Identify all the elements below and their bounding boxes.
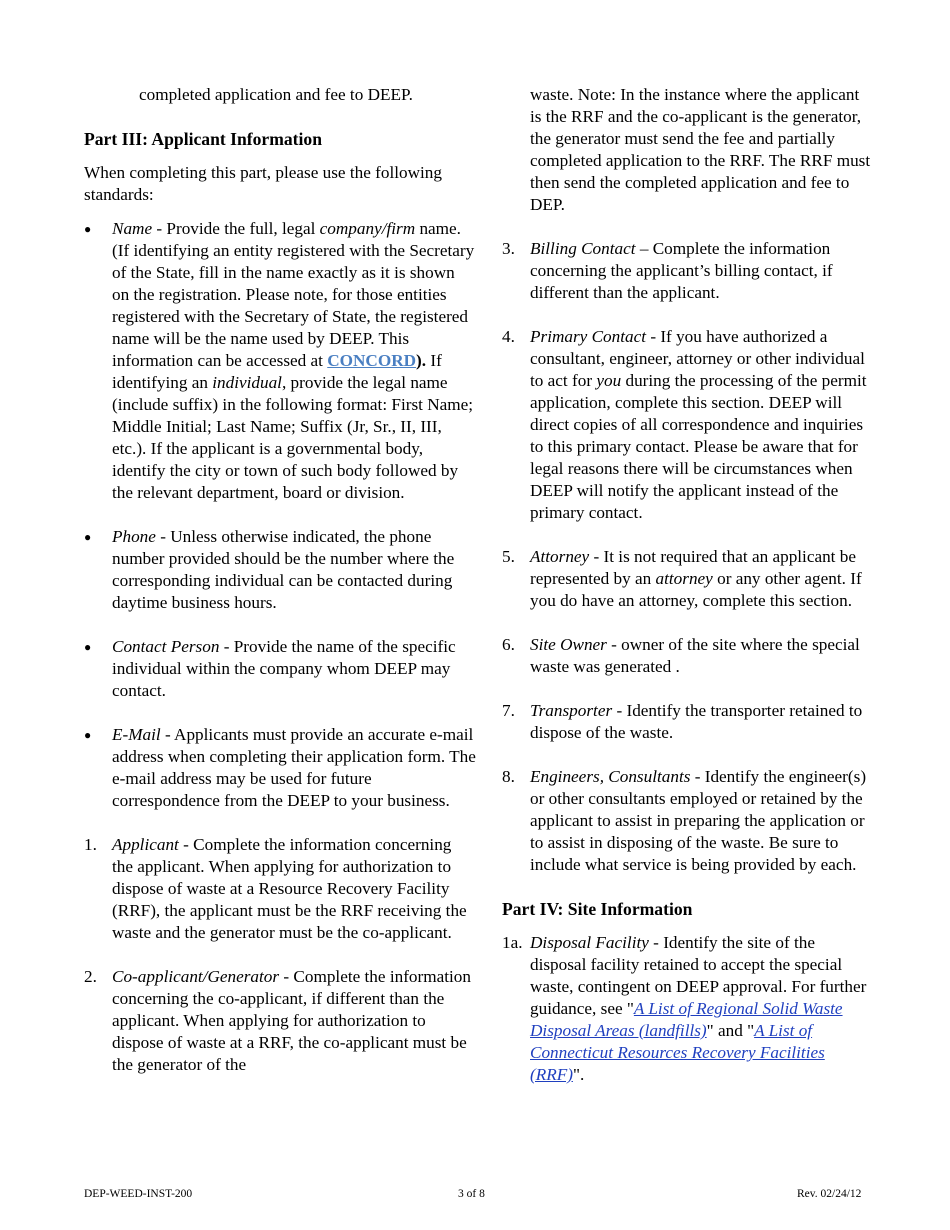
bullet-icon: ● [84,530,92,544]
part4-heading: Part IV: Site Information [502,899,693,919]
item-number: 6. [502,635,515,654]
item-number: 3. [502,239,515,258]
bullet-item-email: ● E-Mail - Applicants must provide an accurate e-mail address when completing their application form. The e-mail address may be used for future correspondence from the DEEP to your business. [84,725,476,810]
footer-revision: Rev. 02/24/12 [797,1188,862,1200]
numbered-item-attorney: 5. Attorney - It is not required that an applicant be represented by an attorney or any other agent. If you do have an attorney, complete this section. [502,547,862,610]
numbered-item-disposal-facility: 1a. Disposal Facility - Identify the site of the disposal facility retained to accept the special waste, contingent on DEEP approval. For further guidance, see "A List of Regional Solid Waste Disposal Areas (landfills)" and "A List of Connecticut Resources Recovery Facilities (RRF)". [502,933,867,1084]
left-column [84,84,476,1098]
numbered-item-primary-contact: 4. Primary Contact - If you have authorized a consultant, engineer, attorney or other individual to act for you during the processing of the permit application, complete this section. DEEP will direct copies of all correspondence and inquiries to this primary contact. Please be aware that for legal reasons there will be circumstances when DEEP will notify the applicant instead of the primary contact. [502,327,867,522]
item-number: 2. [84,967,97,986]
left-continuation-text: completed application and fee to DEEP. [139,85,413,104]
bullet-item-name: ● Name - Provide the full, legal company/firm name. (If identifying an entity registered with the Secretary of the State, fill in the name exactly as it is shown on the registration. Please note, for those entities registered with the Secretary of State, the registered name will be the name used by DEEP. This information can be accessed at CONCORD). If identifying an individual, provide the legal name (include suffix) in the following format: First Name; Middle Initial; Last Name; Suffix (Jr, Sr., II, III, etc.). If the applicant is a governmental body, identify the city or town of such body followed by the relevant department, board or division. [84,219,475,502]
item-number: 1a. [502,933,523,952]
bullet-icon: ● [84,640,92,654]
numbered-item-transporter: 7. Transporter - Identify the transporter retained to dispose of the waste. [502,701,863,742]
numbered-item-applicant: 1. Applicant - Complete the information concerning the applicant. When applying for authorization to dispose of waste at a Resource Recovery Facility (RRF), the applicant must be the RRF receiving the waste and the generator must be the co-applicant. [84,835,467,942]
footer-page-number: 3 of 8 [458,1188,485,1200]
item-number: 8. [502,767,515,786]
numbered-item-site-owner: 6. Site Owner - owner of the site where the special waste was generated . [502,635,860,676]
numbered-item-billing-contact: 3. Billing Contact – Complete the information concerning the applicant’s billing contact, if different than the applicant. [502,239,833,302]
right-continuation-text: waste. Note: In the instance where the applicant is the RRF and the co-applicant is the generator, the generator must send the fee and partially completed application to the RRF. The RRF must then send the completed application and fee to DEP. [530,85,871,214]
footer-form-id: DEP-WEED-INST-200 [84,1188,193,1200]
rrf-list-link[interactable]: A List of Connecticut Resources Recovery Facilities (RRF) [530,1021,825,1084]
item-number: 4. [502,327,515,346]
numbered-item-co-applicant: 2. Co-applicant/Generator - Complete the information concerning the co-applicant, if different than the applicant. When applying for authorization to dispose of waste at a RRF, the co-applicant must be the generator of the [84,967,471,1074]
item-number: 5. [502,547,515,566]
bullet-icon: ● [84,728,92,742]
bullet-icon: ● [84,222,92,236]
bullet-item-phone: ● Phone - Unless otherwise indicated, the phone number provided should be the number where the corresponding individual can be contacted during daytime business hours. [84,527,455,612]
bullet-item-contact-person: ● Contact Person - Provide the name of the specific individual within the company whom DEEP may contact. [84,637,456,700]
part3-intro: When completing this part, please use the following standards: [84,163,442,204]
landfills-list-link[interactable]: A List of Regional Solid Waste Disposal Areas (landfills) [530,999,843,1040]
item-number: 1. [84,835,97,854]
numbered-item-engineers: 8. Engineers, Consultants - Identify the engineer(s) or other consultants employed or retained by the applicant to assist in preparing the application or to assist in disposing of the waste. Be sure to include what service is being provided by each. [502,767,867,874]
part3-heading: Part III: Applicant Information [84,129,323,149]
concord-link[interactable]: CONCORD [327,351,417,370]
item-number: 7. [502,701,515,720]
right-column [502,84,874,1108]
